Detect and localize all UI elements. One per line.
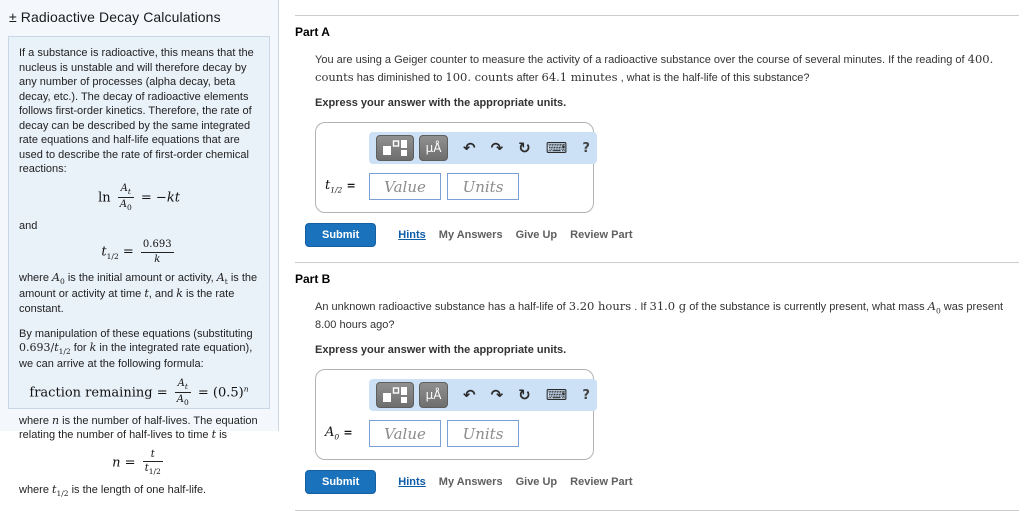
undo-icon[interactable]: ↶: [463, 138, 476, 157]
part-b-section: [295, 272, 1019, 494]
units-input[interactable]: [447, 173, 519, 200]
units-button[interactable]: μÅ: [419, 382, 448, 408]
review-part-link[interactable]: Review Part: [570, 229, 633, 242]
collapse-toggle-icon[interactable]: ±: [9, 9, 17, 25]
equation-template-button[interactable]: [376, 382, 414, 408]
redo-icon[interactable]: ↷: [490, 385, 504, 404]
submit-button[interactable]: Submit: [305, 223, 376, 247]
main-content: [279, 0, 1024, 489]
give-up-link[interactable]: Give Up: [515, 476, 558, 489]
template-icon: [381, 138, 409, 158]
hints-link[interactable]: Hints: [398, 476, 426, 489]
units-button[interactable]: μÅ: [419, 135, 448, 161]
part-a-submit-row: [305, 223, 1019, 247]
page-title-text: Radioactive Decay Calculations: [20, 9, 221, 25]
part-a-answer-module: [315, 122, 594, 213]
equation-toolbar: [369, 379, 597, 411]
intro-paragraph-2: where $A_0$ is the initial amount or activity, $A_t$ is the amount or activity at time t, and k is the rate constant.: [19, 271, 258, 315]
my-answers-link[interactable]: My Answers: [438, 229, 503, 242]
equation-fraction-remaining: fraction remaining = $\frac{A_t}{A_0}$ = $(0.5)^n$: [29, 377, 249, 408]
template-icon: [381, 385, 409, 405]
equation-template-button[interactable]: [376, 135, 414, 161]
review-part-link[interactable]: Review Part: [570, 476, 633, 489]
intro-sidebar: [0, 0, 279, 499]
my-answers-link[interactable]: My Answers: [438, 476, 503, 489]
part-a-answer-label: $t_{1/2}$ =: [325, 178, 356, 195]
intro-box: [8, 36, 270, 499]
keyboard-icon[interactable]: ⌨: [545, 138, 568, 157]
keyboard-icon[interactable]: ⌨: [545, 385, 568, 404]
page-title: [9, 9, 270, 25]
equation-half-life: $t_{1/2}$ = $\frac{0.693}{k}$: [101, 239, 172, 265]
equation-toolbar: [369, 132, 597, 164]
units-input[interactable]: [447, 420, 519, 447]
part-b-answer-module: [315, 369, 594, 460]
intro-paragraph-4: where n is the number of half-lives. The equation relating the number of half-lives to time t is: [19, 413, 258, 442]
redo-icon[interactable]: ↷: [490, 138, 504, 157]
part-b-submit-row: [305, 470, 1019, 494]
value-input[interactable]: [369, 420, 441, 447]
part-a-heading: Part A: [295, 25, 330, 39]
part-b-express-instruction: Express your answer with the appropriate units.: [315, 344, 567, 357]
hints-link[interactable]: Hints: [398, 229, 426, 242]
and-label: and: [19, 219, 38, 232]
intro-paragraph-1: If a substance is radioactive, this means that the nucleus is unstable and will therefore decay by any number of processes (alpha decay, beta decay, etc.). The decay of radioactive elements follows first-order kinetics. Therefore, the rate of decay can be described by the same integrated rate equations and half-life equations that are used to describe the rate of first-order chemical reactions:: [19, 47, 254, 176]
submit-button[interactable]: Submit: [305, 470, 376, 494]
divider: [295, 262, 1019, 263]
value-input[interactable]: [369, 173, 441, 200]
part-a-question: You are using a Geiger counter to measure the activity of a radioactive substance over the course of several minutes. If the reading of 400. counts has diminished to 100. counts after 64.1 minutes , what is the half-life of this substance?: [315, 52, 994, 85]
give-up-link[interactable]: Give Up: [515, 229, 558, 242]
help-icon[interactable]: ?: [582, 140, 590, 156]
part-b-heading: Part B: [295, 272, 331, 287]
part-a-section: [295, 25, 1019, 247]
equation-integrated-rate: ln $\frac{A_t}{A_0}$ = −kt: [98, 182, 180, 213]
undo-icon[interactable]: ↶: [463, 385, 476, 404]
reset-icon[interactable]: ↻: [518, 385, 531, 404]
help-icon[interactable]: ?: [582, 387, 590, 403]
intro-paragraph-5: where $t_{1/2}$ is the length of one half-life.: [19, 483, 207, 499]
part-a-express-instruction: Express your answer with the appropriate units.: [315, 97, 567, 110]
part-b-question: An unknown radioactive substance has a half-life of 3.20 hours . If 31.0 g of the substance is currently present, what mass $A_0$ was present 8.00 hours ago?: [315, 299, 1004, 332]
part-b-answer-label: $A_0$ =: [325, 425, 353, 442]
equation-n: n = $\frac{t}{t_{1/2}}$: [112, 448, 161, 477]
divider: [295, 15, 1019, 16]
reset-icon[interactable]: ↻: [518, 138, 531, 157]
intro-paragraph-3: By manipulation of these equations (substituting $0.693/t_{1/2}$ for k in the integrated rate equation), we can arrive at the following formula:: [19, 327, 253, 371]
